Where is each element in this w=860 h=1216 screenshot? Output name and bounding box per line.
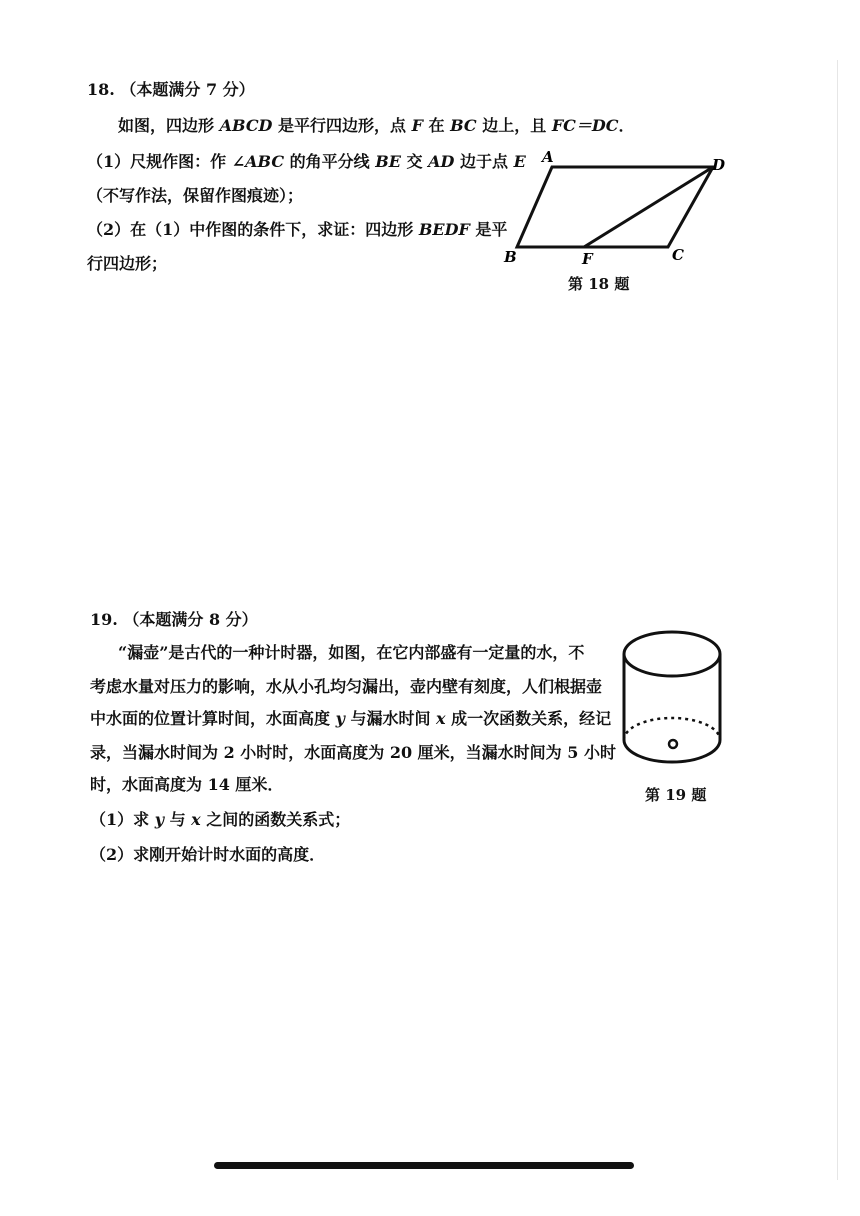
q18-part1-line1: （1）尺规作图：作 ∠ABC 的角平分线 BE 交 AD 边于点 E xyxy=(87,152,526,171)
q19-part1: （1）求 y 与 x 之间的函数关系式； xyxy=(90,810,351,829)
q19-line2: 考虑水量对压力的影响，水从小孔均匀漏出，壶内壁有刻度，人们根据壶 xyxy=(90,677,603,696)
q19-line1: “漏壶”是古代的一种计时器，如图，在它内部盛有一定量的水，不 xyxy=(118,643,585,662)
q18-header: 18. （本题满分 7 分） xyxy=(87,80,255,99)
parallelogram-figure xyxy=(500,140,740,280)
vertex-label-a: A xyxy=(542,148,554,166)
parallelogram-abcd xyxy=(517,167,713,247)
q19-part2: （2）求刚开始计时水面的高度． xyxy=(90,845,326,864)
figure-18-caption: 第 18 题 xyxy=(568,275,630,293)
q19-line5: 时，水面高度为 14 厘米． xyxy=(90,775,284,794)
leak-hole-icon xyxy=(669,740,677,748)
cylinder-bottom-back xyxy=(624,718,720,740)
q19-header: 19. （本题满分 8 分） xyxy=(90,610,258,629)
segment-df xyxy=(584,167,713,247)
q18-part1-line2: （不写作法，保留作图痕迹）； xyxy=(87,186,304,205)
q18-stem: 如图，四边形 ABCD 是平行四边形，点 F 在 BC 边上，且 FC＝DC． xyxy=(118,116,635,135)
q19-line3: 中水面的位置计算时间，水面高度 y 与漏水时间 x 成一次函数关系，经记 xyxy=(90,709,612,728)
vertex-label-c: C xyxy=(672,246,684,264)
vertex-label-b: B xyxy=(504,248,517,266)
cylinder-top-rim xyxy=(624,632,720,676)
page-edge xyxy=(837,60,838,1180)
q18-part2-line1: （2）在（1）中作图的条件下，求证：四边形 BEDF 是平 xyxy=(87,220,508,239)
home-indicator-bar[interactable] xyxy=(214,1162,634,1169)
vertex-label-d: D xyxy=(712,156,726,174)
q18-part2-line2: 行四边形； xyxy=(87,254,168,273)
figure-19-caption: 第 19 题 xyxy=(645,786,707,804)
vertex-label-f: F xyxy=(582,250,593,268)
cylinder-bottom-front xyxy=(624,740,720,762)
q19-line4: 录，当漏水时间为 2 小时时，水面高度为 20 厘米，当漏水时间为 5 小时 xyxy=(90,743,616,762)
water-clock-figure xyxy=(620,626,730,776)
